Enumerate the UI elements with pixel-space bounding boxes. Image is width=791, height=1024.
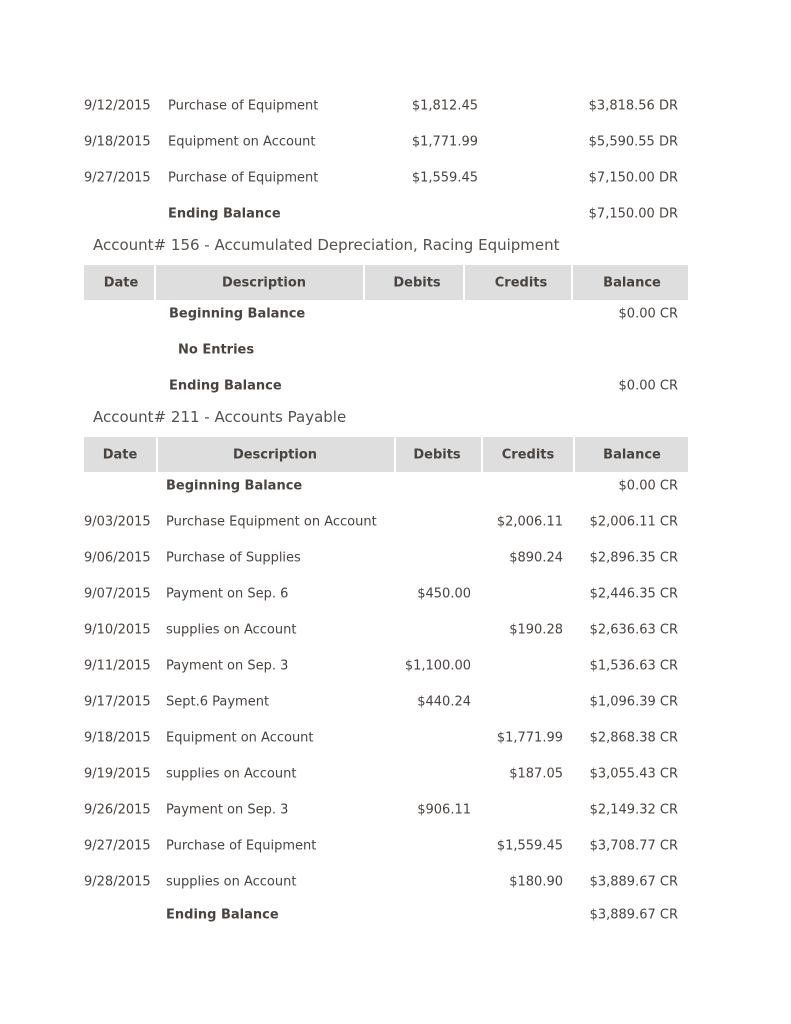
table-row — [84, 828, 688, 864]
entry-description: Payment on Sep. 3 — [166, 658, 289, 674]
table-row — [84, 612, 688, 648]
entry-balance: $1,536.63 CR — [589, 658, 678, 674]
ending-balance-label: Ending Balance — [166, 907, 279, 923]
entry-date: 9/27/2015 — [84, 170, 151, 186]
entry-description: Sept.6 Payment — [166, 694, 270, 710]
entry-balance: $1,096.39 CR — [589, 694, 678, 710]
entry-date: 9/26/2015 — [84, 802, 151, 818]
entry-description: Purchase of Equipment — [168, 170, 319, 186]
ending-balance-label: Ending Balance — [169, 378, 282, 394]
entry-date: 9/17/2015 — [84, 694, 151, 710]
beginning-balance-row — [84, 468, 688, 504]
entry-credit: $1,771.99 — [496, 730, 563, 746]
header-divider — [156, 437, 158, 472]
entry-description: Payment on Sep. 3 — [166, 802, 289, 818]
header-credits: Credits — [501, 447, 555, 462]
header-divider — [363, 265, 365, 300]
ending-balance-row — [84, 897, 688, 933]
entry-balance: $3,708.77 CR — [589, 838, 678, 854]
entry-credit: $1,559.45 — [496, 838, 563, 854]
header-divider — [573, 437, 575, 472]
beginning-balance-row — [84, 296, 688, 332]
header-divider — [481, 437, 483, 472]
header-debits: Debits — [413, 447, 461, 462]
header-date: Date — [102, 447, 138, 462]
entry-description: supplies on Account — [166, 622, 297, 638]
table-header — [84, 437, 688, 472]
entry-date: 9/28/2015 — [84, 874, 151, 890]
entry-description: Equipment on Account — [168, 134, 316, 150]
entry-date: 9/06/2015 — [84, 550, 151, 566]
entry-date: 9/27/2015 — [84, 838, 151, 854]
entry-balance: $2,149.32 CR — [589, 802, 678, 818]
beginning-balance-value: $0.00 CR — [618, 478, 678, 494]
beginning-balance-label: Beginning Balance — [169, 306, 306, 322]
entry-description: Purchase of Supplies — [166, 550, 301, 566]
header-divider — [154, 265, 156, 300]
entry-balance: $2,636.63 CR — [589, 622, 678, 638]
header-date: Date — [103, 275, 139, 290]
entry-description: supplies on Account — [166, 766, 297, 782]
table-row — [84, 504, 688, 540]
entry-description: Purchase of Equipment — [166, 838, 317, 854]
header-credits: Credits — [494, 275, 548, 290]
no-entries-label: No Entries — [178, 342, 255, 358]
table-row — [84, 124, 688, 160]
header-debits: Debits — [393, 275, 441, 290]
ending-balance-row — [84, 196, 688, 232]
ending-balance-label: Ending Balance — [168, 206, 281, 222]
entry-date: 9/07/2015 — [84, 586, 151, 602]
entry-balance: $3,055.43 CR — [589, 766, 678, 782]
header-divider — [463, 265, 465, 300]
table-row — [84, 648, 688, 684]
table-row — [84, 756, 688, 792]
entry-credit: $890.24 — [509, 550, 563, 566]
entry-date: 9/18/2015 — [84, 730, 151, 746]
entry-date: 9/18/2015 — [84, 134, 151, 150]
header-description: Description — [232, 447, 318, 462]
entry-debit: $440.24 — [417, 694, 471, 710]
table-row — [84, 160, 688, 196]
table-row — [84, 88, 688, 124]
table-row — [84, 720, 688, 756]
entry-debit: $906.11 — [417, 802, 471, 818]
account-title: Account# 211 - Accounts Payable — [93, 408, 347, 426]
header-divider — [394, 437, 396, 472]
table-row — [84, 576, 688, 612]
table-row — [84, 684, 688, 720]
entry-date: 9/11/2015 — [84, 658, 151, 674]
entry-balance: $5,590.55 DR — [588, 134, 678, 150]
entry-balance: $7,150.00 DR — [588, 170, 678, 186]
entry-debit: $1,100.00 — [404, 658, 471, 674]
entry-balance: $2,896.35 CR — [589, 550, 678, 566]
header-description: Description — [221, 275, 307, 290]
beginning-balance-label: Beginning Balance — [166, 478, 303, 494]
table-row — [84, 792, 688, 828]
entry-balance: $2,006.11 CR — [589, 514, 678, 530]
entry-balance: $2,868.38 CR — [589, 730, 678, 746]
ending-balance-value: $3,889.67 CR — [589, 907, 678, 923]
entry-description: Purchase Equipment on Account — [166, 514, 377, 530]
header-balance: Balance — [603, 447, 661, 462]
header-balance: Balance — [603, 275, 661, 290]
entry-debit: $1,559.45 — [411, 170, 478, 186]
entry-date: 9/10/2015 — [84, 622, 151, 638]
no-entries-row — [84, 332, 688, 368]
entry-credit: $180.90 — [509, 874, 563, 890]
ending-balance-row — [84, 368, 688, 404]
entry-credit: $187.05 — [509, 766, 563, 782]
entry-description: Payment on Sep. 6 — [166, 586, 289, 602]
entry-date: 9/03/2015 — [84, 514, 151, 530]
entry-credit: $2,006.11 — [496, 514, 563, 530]
header-divider — [571, 265, 573, 300]
entry-description: Equipment on Account — [166, 730, 314, 746]
entry-date: 9/19/2015 — [84, 766, 151, 782]
entry-description: Purchase of Equipment — [168, 98, 319, 114]
entry-debit: $1,771.99 — [411, 134, 478, 150]
table-row — [84, 540, 688, 576]
ending-balance-value: $0.00 CR — [618, 378, 678, 394]
entry-balance: $3,818.56 DR — [588, 98, 678, 114]
entry-balance: $3,889.67 CR — [589, 874, 678, 890]
table-row — [84, 864, 688, 900]
entry-date: 9/12/2015 — [84, 98, 151, 114]
ending-balance-value: $7,150.00 DR — [588, 206, 678, 222]
entry-credit: $190.28 — [509, 622, 563, 638]
entry-debit: $450.00 — [417, 586, 471, 602]
entry-balance: $2,446.35 CR — [589, 586, 678, 602]
table-header — [84, 265, 688, 300]
entry-debit: $1,812.45 — [411, 98, 478, 114]
beginning-balance-value: $0.00 CR — [618, 306, 678, 322]
account-title: Account# 156 - Accumulated Depreciation, Racing Equipment — [93, 236, 560, 254]
entry-description: supplies on Account — [166, 874, 297, 890]
